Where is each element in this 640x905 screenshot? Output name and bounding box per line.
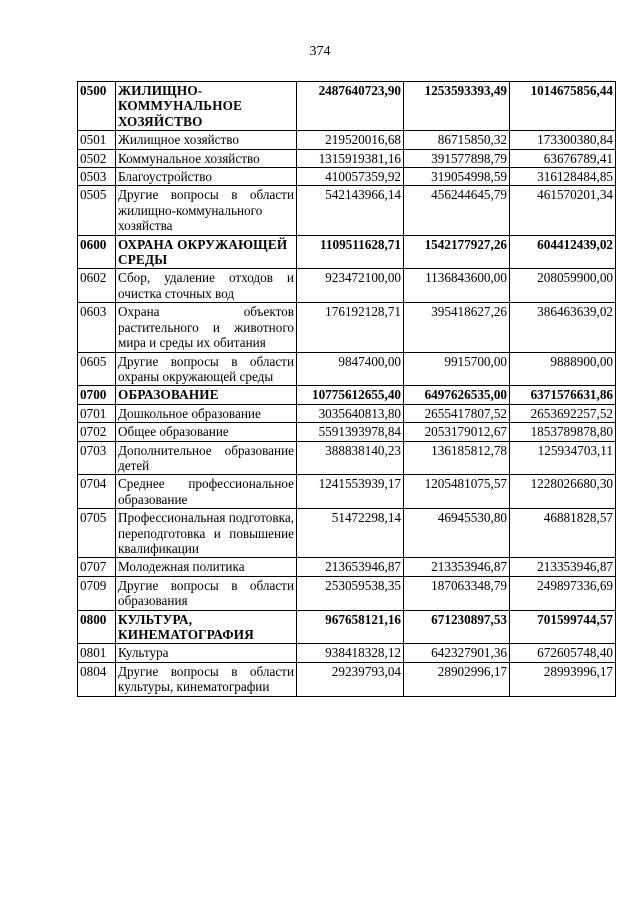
table-row xyxy=(78,404,616,422)
row-amount-1: 253059538,35 xyxy=(297,576,404,610)
row-amount-1: 2487640723,90 xyxy=(297,82,404,131)
row-code: 0505 xyxy=(78,186,116,235)
table-row xyxy=(78,149,616,167)
budget-table xyxy=(77,81,616,697)
row-amount-1: 10775612655,40 xyxy=(297,386,404,404)
row-name: Профессиональная подготовка, переподготовка и повышение квалификации xyxy=(116,509,297,558)
row-amount-2: 6497626535,00 xyxy=(404,386,510,404)
row-code: 0501 xyxy=(78,131,116,149)
row-amount-2: 2655417807,52 xyxy=(404,404,510,422)
row-code: 0603 xyxy=(78,303,116,352)
section-row xyxy=(78,82,616,131)
row-amount-2: 187063348,79 xyxy=(404,576,510,610)
row-amount-3: 125934703,11 xyxy=(510,441,616,475)
row-amount-3: 604412439,02 xyxy=(510,235,616,269)
table-row xyxy=(78,441,616,475)
table-row xyxy=(78,509,616,558)
row-name: Среднее профессиональное образование xyxy=(116,475,297,509)
row-amount-3: 46881828,57 xyxy=(510,509,616,558)
row-amount-1: 938418328,12 xyxy=(297,644,404,662)
row-amount-1: 1109511628,71 xyxy=(297,235,404,269)
row-name: ОБРАЗОВАНИЕ xyxy=(116,386,297,404)
row-amount-2: 391577898,79 xyxy=(404,149,510,167)
row-amount-1: 5591393978,84 xyxy=(297,423,404,441)
budget-table-body xyxy=(78,82,616,697)
table-row xyxy=(78,576,616,610)
row-amount-3: 1014675856,44 xyxy=(510,82,616,131)
row-amount-1: 9847400,00 xyxy=(297,352,404,386)
row-amount-3: 1228026680,30 xyxy=(510,475,616,509)
section-row xyxy=(78,386,616,404)
row-code: 0600 xyxy=(78,235,116,269)
row-name: Сбор, удаление отходов и очистка сточных вод xyxy=(116,269,297,303)
table-row xyxy=(78,662,616,696)
table-row xyxy=(78,269,616,303)
row-amount-2: 1542177927,26 xyxy=(404,235,510,269)
row-amount-2: 28902996,17 xyxy=(404,662,510,696)
row-amount-1: 542143966,14 xyxy=(297,186,404,235)
row-amount-1: 213653946,87 xyxy=(297,558,404,576)
row-name: ОХРАНА ОКРУЖАЮЩЕЙ СРЕДЫ xyxy=(116,235,297,269)
row-code: 0801 xyxy=(78,644,116,662)
table-row xyxy=(78,475,616,509)
row-amount-3: 1853789878,80 xyxy=(510,423,616,441)
row-amount-2: 2053179012,67 xyxy=(404,423,510,441)
row-code: 0503 xyxy=(78,168,116,186)
row-amount-1: 923472100,00 xyxy=(297,269,404,303)
row-amount-1: 176192128,71 xyxy=(297,303,404,352)
row-name: Благоустройство xyxy=(116,168,297,186)
row-code: 0702 xyxy=(78,423,116,441)
row-amount-3: 173300380,84 xyxy=(510,131,616,149)
row-name: Охрана объектов растительного и животного мира и среды их обитания xyxy=(116,303,297,352)
row-amount-2: 456244645,79 xyxy=(404,186,510,235)
row-amount-2: 1136843600,00 xyxy=(404,269,510,303)
row-name: Молодежная политика xyxy=(116,558,297,576)
section-row xyxy=(78,610,616,644)
row-code: 0500 xyxy=(78,82,116,131)
row-amount-3: 386463639,02 xyxy=(510,303,616,352)
row-name: Другие вопросы в области культуры, кинематографии xyxy=(116,662,297,696)
row-amount-2: 9915700,00 xyxy=(404,352,510,386)
row-amount-3: 701599744,57 xyxy=(510,610,616,644)
row-amount-1: 3035640813,80 xyxy=(297,404,404,422)
row-amount-3: 672605748,40 xyxy=(510,644,616,662)
row-code: 0804 xyxy=(78,662,116,696)
row-amount-2: 136185812,78 xyxy=(404,441,510,475)
table-row xyxy=(78,423,616,441)
row-name: Дополнительное образование детей xyxy=(116,441,297,475)
page-number: 374 xyxy=(309,44,331,59)
row-code: 0502 xyxy=(78,149,116,167)
row-name: КУЛЬТУРА, КИНЕМАТОГРАФИЯ xyxy=(116,610,297,644)
row-amount-3: 249897336,69 xyxy=(510,576,616,610)
row-amount-2: 46945530,80 xyxy=(404,509,510,558)
row-amount-3: 316128484,85 xyxy=(510,168,616,186)
row-name: Коммунальное хозяйство xyxy=(116,149,297,167)
row-name: Общее образование xyxy=(116,423,297,441)
table-row xyxy=(78,186,616,235)
row-amount-3: 63676789,41 xyxy=(510,149,616,167)
row-amount-1: 29239793,04 xyxy=(297,662,404,696)
row-amount-1: 51472298,14 xyxy=(297,509,404,558)
row-code: 0704 xyxy=(78,475,116,509)
row-amount-1: 388838140,23 xyxy=(297,441,404,475)
table-row xyxy=(78,558,616,576)
row-name: Другие вопросы в области образования xyxy=(116,576,297,610)
table-row xyxy=(78,644,616,662)
row-amount-2: 86715850,32 xyxy=(404,131,510,149)
row-amount-2: 395418627,26 xyxy=(404,303,510,352)
row-amount-3: 2653692257,52 xyxy=(510,404,616,422)
row-name: Жилищное хозяйство xyxy=(116,131,297,149)
row-amount-3: 208059900,00 xyxy=(510,269,616,303)
row-code: 0700 xyxy=(78,386,116,404)
row-code: 0602 xyxy=(78,269,116,303)
row-code: 0605 xyxy=(78,352,116,386)
row-code: 0703 xyxy=(78,441,116,475)
row-amount-3: 213353946,87 xyxy=(510,558,616,576)
row-amount-3: 28993996,17 xyxy=(510,662,616,696)
row-amount-2: 1253593393,49 xyxy=(404,82,510,131)
row-amount-2: 642327901,36 xyxy=(404,644,510,662)
row-code: 0701 xyxy=(78,404,116,422)
row-name: Другие вопросы в области охраны окружающей среды xyxy=(116,352,297,386)
row-amount-2: 671230897,53 xyxy=(404,610,510,644)
row-amount-2: 213353946,87 xyxy=(404,558,510,576)
row-code: 0705 xyxy=(78,509,116,558)
table-row xyxy=(78,352,616,386)
row-amount-3: 461570201,34 xyxy=(510,186,616,235)
row-code: 0707 xyxy=(78,558,116,576)
section-row xyxy=(78,235,616,269)
row-amount-3: 9888900,00 xyxy=(510,352,616,386)
row-amount-3: 6371576631,86 xyxy=(510,386,616,404)
row-amount-1: 410057359,92 xyxy=(297,168,404,186)
row-name: Дошкольное образование xyxy=(116,404,297,422)
row-amount-1: 967658121,16 xyxy=(297,610,404,644)
row-amount-2: 319054998,59 xyxy=(404,168,510,186)
row-amount-1: 219520016,68 xyxy=(297,131,404,149)
row-name: Другие вопросы в области жилищно-коммунального хозяйства xyxy=(116,186,297,235)
row-amount-2: 1205481075,57 xyxy=(404,475,510,509)
table-row xyxy=(78,131,616,149)
table-row xyxy=(78,168,616,186)
row-name: Культура xyxy=(116,644,297,662)
row-name: ЖИЛИЩНО-КОММУНАЛЬНОЕ ХОЗЯЙСТВО xyxy=(116,82,297,131)
row-amount-1: 1241553939,17 xyxy=(297,475,404,509)
table-row xyxy=(78,303,616,352)
row-code: 0709 xyxy=(78,576,116,610)
row-code: 0800 xyxy=(78,610,116,644)
row-amount-1: 1315919381,16 xyxy=(297,149,404,167)
